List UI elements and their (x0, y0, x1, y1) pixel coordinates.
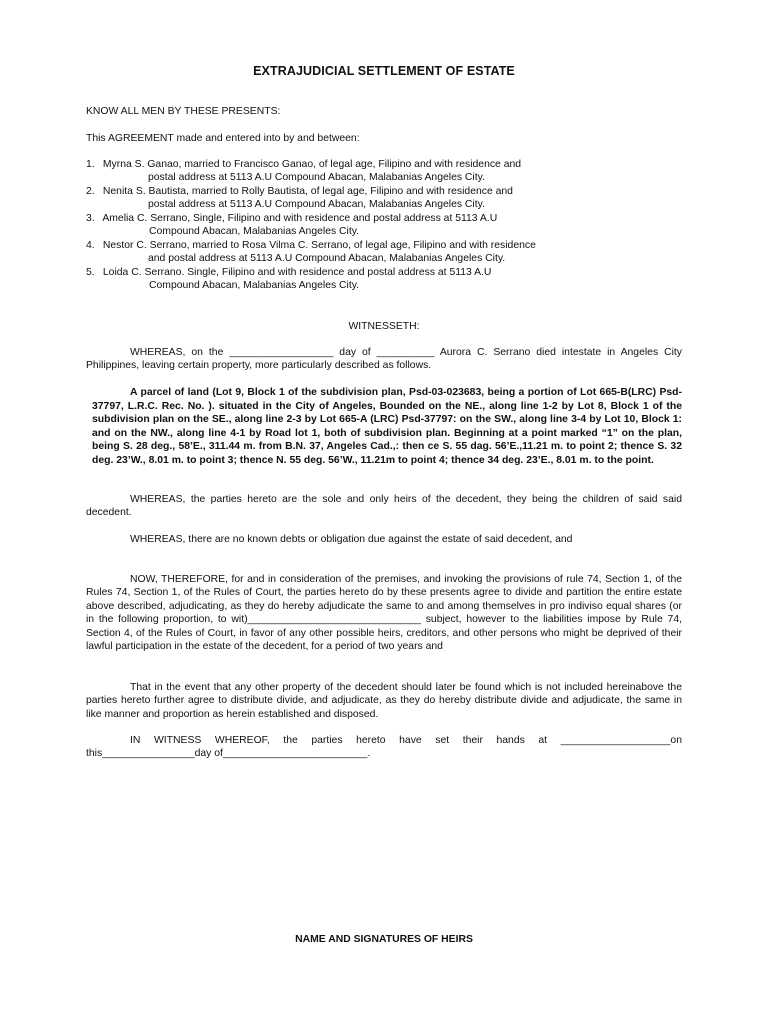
party-number: 2. (86, 186, 95, 197)
party-item (86, 266, 682, 293)
party-line-continued: Compound Abacan, Malabanias Angeles City. (149, 280, 360, 292)
party-line-continued: Compound Abacan, Malabanias Angeles City. (149, 226, 360, 238)
party-line-continued: postal address at 5113 A.U Compound Abacan, Malabanias Angeles City. (148, 172, 485, 184)
party-item (86, 185, 682, 212)
party-line-continued: and postal address at 5113 A.U Compound Abacan, Malabanias Angeles City. (148, 253, 506, 265)
witnesseth-heading: WITNESSETH: (348, 321, 420, 332)
now-therefore-paragraph: NOW, THEREFORE, for and in consideration of the premises, and invoking the provisions of rule 74, Section 1, of the Rules 74, Section 1, of the Rules of Court, the parties hereto do by these presents agree to divide and partition the entire estate above described, adjudicating, as they do hereby adjudicate the same to and among themselves in pro indiviso equal shares (or in the following proportion, to wit)______________________________ subject, however to the liabilities impose by Rule 74, Section 4, of the Rules of Court, in favor of any other possible heirs, creditors, and other persons who might be deprived of their lawful participation in the estate of the decedent, for a period of two years and (86, 574, 682, 653)
document-title: EXTRAJUDICIAL SETTLEMENT OF ESTATE (253, 64, 515, 78)
party-item (86, 212, 682, 239)
party-line-continued: postal address at 5113 A.U Compound Abacan, Malabanias Angeles City. (148, 199, 485, 211)
party-line: Nenita S. Bautista, married to Rolly Bautista, of legal age, Filipino and with residence and (102, 186, 513, 197)
other-property-paragraph: That in the event that any other property of the decedent should later be found which is not included hereinabove the parties hereto further agree to distribute divide, and adjudicate, as they do hereby distribute divide and adjudicate, the same in like manner and proportion as herein established and disposed. (86, 682, 682, 720)
whereas-death-paragraph: WHEREAS, on the __________________ day of __________ Aurora C. Serrano died intestate in Angeles City Philippines, leaving certain property, more particularly described as follows. (86, 347, 682, 372)
land-description-paragraph (92, 386, 682, 468)
party-number: 3. (86, 213, 95, 224)
party-number: 4. (86, 240, 95, 251)
signatures-heading: NAME AND SIGNATURES OF HEIRS (295, 934, 473, 945)
party-line: Loida C. Serrano. Single, Filipino and with residence and postal address at 5113 A.U (102, 267, 492, 278)
party-number: 1. (86, 159, 95, 170)
whereas-debts-paragraph: WHEREAS, there are no known debts or obligation due against the estate of said decedent, and (130, 534, 573, 545)
party-line: Nestor C. Serrano, married to Rosa Vilma C. Serrano, of legal age, Filipino and with residence (102, 240, 536, 251)
party-item (86, 158, 682, 185)
land-description-text: A parcel of land (Lot 9, Block 1 of the subdivision plan, Psd-03-023683, being a portion of Lot 665-B(LRC) Psd-37797, L.R.C. Rec. No. ). situated in the City of Angeles, Bounded on the NE., along line 1-2 by Lot 8, Block 1 of the subdivision plan on the SE., along line 2-3 by Lot 665-A (LRC) Psd-37797: on the SW., along line 3-4 by Lot 10, Block 1: and on the NW., along line 4-1 by Road lot 1, both of subdivision plan. Beginning at a point marked “1” on the plan, being S. 28 deg., 58’E., 311.44 m. from B.N. 37, Angeles Cad.,: then ce S. 55 dag. 56’E.,11.21 m. to point 2; thence S. 32 deg. 23’W., 8.01 m. to point 3; thence N. 55 deg. 56’W., 11.21m to point 4; thence 34 deg. 23’E., 8.01 m. to the point. (92, 387, 682, 466)
party-item (86, 239, 682, 266)
opening-line: KNOW ALL MEN BY THESE PRESENTS: (86, 106, 281, 117)
whereas-heirs-paragraph: WHEREAS, the parties hereto are the sole and only heirs of the decedent, they being the children of said said decedent. (86, 494, 682, 519)
party-number: 5. (86, 267, 95, 278)
party-line: Myrna S. Ganao, married to Francisco Ganao, of legal age, Filipino and with residence and (102, 159, 522, 170)
agreement-intro: This AGREEMENT made and entered into by and between: (86, 133, 360, 144)
in-witness-paragraph: IN WITNESS WHEREOF, the parties hereto have set their hands at ___________________on this________________day of_________________________. (86, 735, 682, 760)
party-line: Amelia C. Serrano, Single, Filipino and with residence and postal address at 5113 A.U (102, 213, 498, 224)
